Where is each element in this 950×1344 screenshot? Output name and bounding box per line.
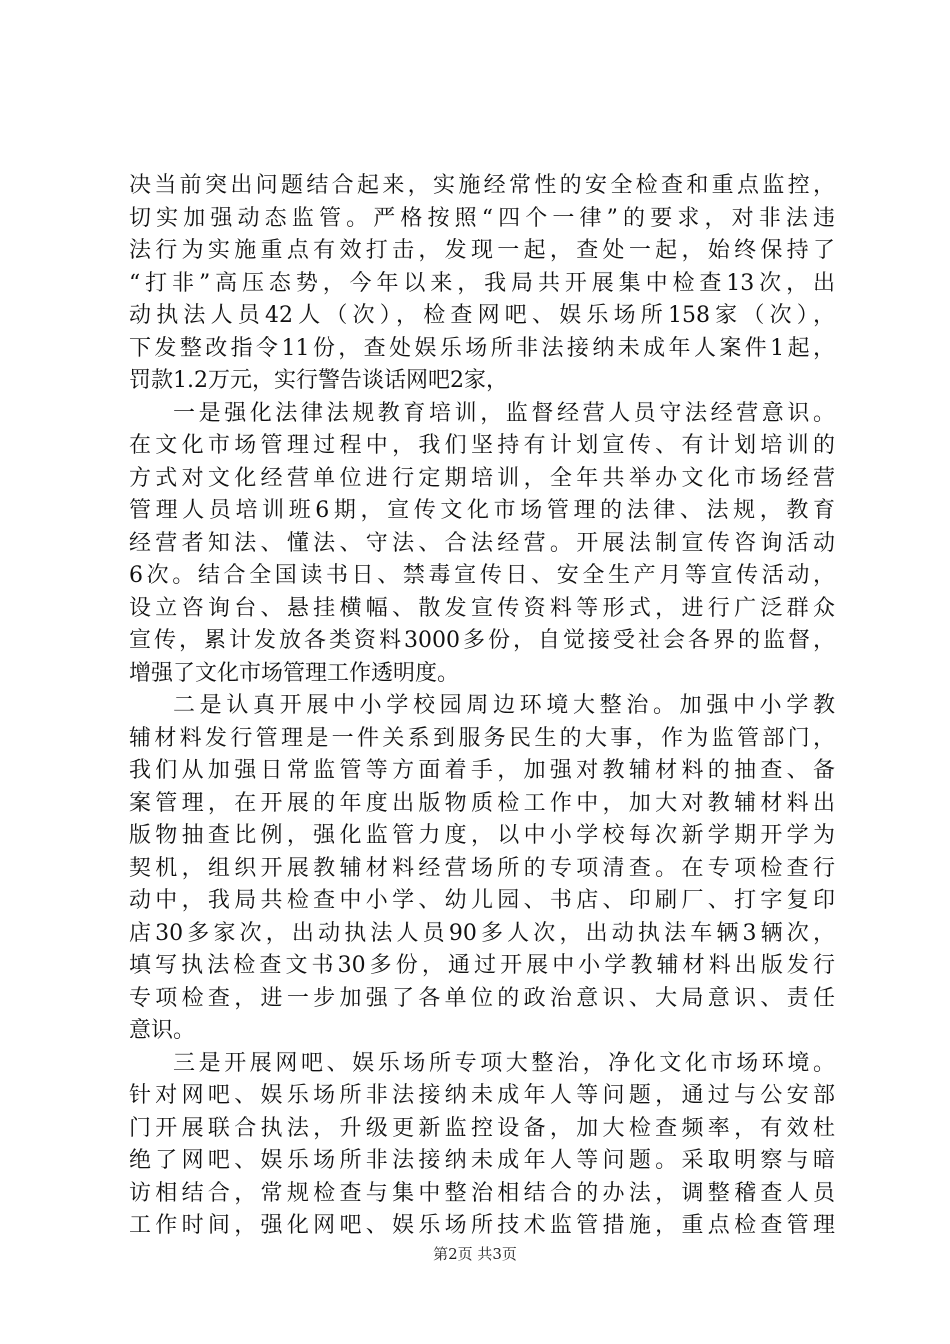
- text-line: 动中，我局共检查中小学、幼儿园、书店、印刷厂、打字复印: [129, 888, 835, 913]
- paragraph-first-line: 三是开展网吧、娱乐场所专项大整治，净化文化市场环境。: [173, 1050, 835, 1076]
- text-line: 法行为实施重点有效打击，发现一起，查处一起，始终保持了: [129, 238, 835, 263]
- text-line: 案管理，在开展的年度出版物质检工作中，加大对教辅材料出: [129, 790, 835, 816]
- text-line: 宣传，累计发放各类资料3000多份，自觉接受社会各界的监督，: [129, 628, 835, 653]
- text-line: 切实加强动态监管。严格按照“四个一律”的要求，对非法违: [129, 205, 835, 231]
- text-line: 填写执法检查文书30多份，通过开展中小学教辅材料出版发行: [129, 953, 835, 978]
- paragraph-first-line: 一是强化法律法规教育培训，监督经营人员守法经营意识。: [173, 400, 835, 426]
- text-line: 店30多家次，出动执法人员90多人次，出动执法车辆3辆次，: [129, 920, 835, 946]
- text-line: 增强了文化市场管理工作透明度。: [129, 660, 460, 686]
- text-line: 经营者知法、懂法、守法、合法经营。开展法制宣传咨询活动: [129, 530, 835, 556]
- text-line: 工作时间，强化网吧、娱乐场所技术监管措施，重点检查管理: [129, 1213, 835, 1238]
- text-line: 管理人员培训班6期，宣传文化市场管理的法律、法规，教育: [129, 498, 835, 523]
- text-line: 6次。结合全国读书日、禁毒宣传日、安全生产月等宣传活动，: [129, 563, 835, 588]
- text-line: 契机，组织开展教辅材料经营场所的专项清查。在专项检查行: [129, 855, 835, 881]
- text-line: 门开展联合执法，升级更新监控设备，加大检查频率，有效杜: [129, 1115, 835, 1141]
- paragraph-first-line: 二是认真开展中小学校园周边环境大整治。加强中小学教: [173, 693, 835, 718]
- text-line: 访相结合，常规检查与集中整治相结合的办法，调整稽查人员: [129, 1180, 835, 1206]
- text-line: “打非”高压态势，今年以来，我局共开展集中检查13次，出: [129, 270, 835, 296]
- document-body: [129, 170, 835, 1243]
- text-line: 针对网吧、娱乐场所非法接纳未成年人等问题，通过与公安部: [129, 1083, 835, 1108]
- text-line: 动执法人员42人（次），检查网吧、娱乐场所158家（次），: [129, 303, 835, 328]
- text-line: 版物抽查比例，强化监管力度，以中小学校每次新学期开学为: [129, 823, 835, 848]
- text-line: 罚款1.2万元，实行警告谈话网吧2家，: [129, 368, 508, 393]
- text-line: 决当前突出问题结合起来，实施经常性的安全检查和重点监控，: [129, 173, 835, 198]
- text-line: 辅材料发行管理是一件关系到服务民生的大事，作为监管部门，: [129, 725, 835, 751]
- text-line: 专项检查，进一步加强了各单位的政治意识、大局意识、责任: [129, 985, 835, 1011]
- text-line: 在文化市场管理过程中，我们坚持有计划宣传、有计划培训的: [129, 433, 835, 458]
- text-line: 意识。: [129, 1018, 196, 1043]
- text-line: 绝了网吧、娱乐场所非法接纳未成年人等问题。采取明察与暗: [129, 1148, 835, 1173]
- page-footer: 第2页 共3页: [433, 1245, 517, 1263]
- text-line: 方式对文化经营单位进行定期培训，全年共举办文化市场经营: [129, 465, 835, 491]
- text-line: 下发整改指令11份，查处娱乐场所非法接纳未成年人案件1起，: [129, 335, 835, 361]
- text-line: 设立咨询台、悬挂横幅、散发宣传资料等形式，进行广泛群众: [129, 595, 835, 621]
- text-line: 我们从加强日常监管等方面着手，加强对教辅材料的抽查、备: [129, 758, 835, 783]
